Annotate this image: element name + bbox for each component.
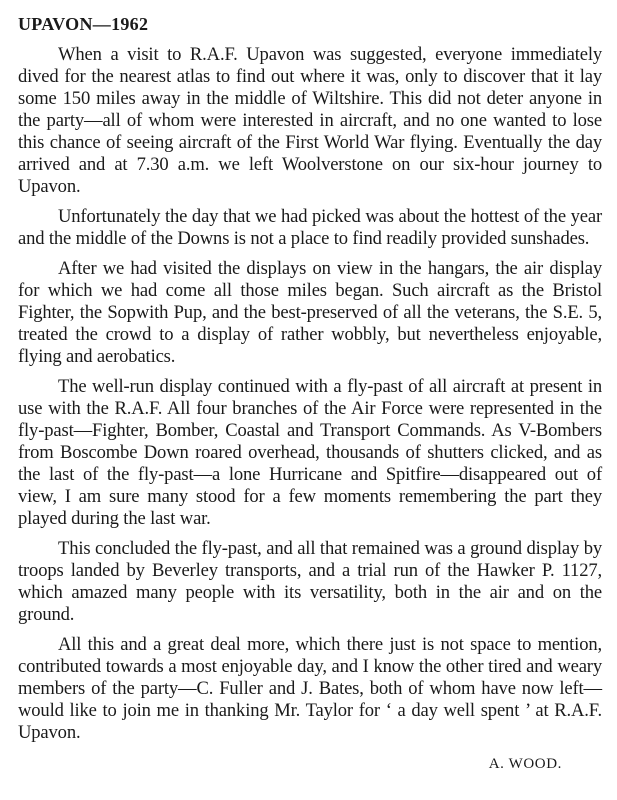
paragraph-air-display: After we had visited the displays on view in the hangars, the air display for which we had come all those miles began. Such aircraft as the Bristol Fighter, the Sopwith Pup, and the best-preserved of all the veterans, the S.E. 5, treated the crowd to a display of rather wobbly, but nevertheless enjoyable, flying and aerobatics. — [18, 258, 602, 367]
paragraph-weather: Unfortunately the day that we had picked was about the hottest of the year and the middle of the Downs is not a place to find readily provided sunshades. — [18, 206, 602, 249]
author-signature: A. WOOD. — [488, 756, 562, 772]
article-title: UPAVON—1962 — [18, 14, 149, 34]
paragraph-ground-display: This concluded the fly-past, and all that remained was a ground display by troops landed by Beverley transports, and a trial run of the Hawker P. 1127, which amazed many people with its versatility, both in the air and on the ground. — [18, 538, 602, 625]
paragraph-intro: When a visit to R.A.F. Upavon was suggested, everyone immediately dived for the nearest atlas to find out where it was, only to discover that it lay some 150 miles away in the middle of Wiltshire. This did not deter anyone in the party—all of whom were interested in aircraft, and no one wanted to lose this chance of seeing aircraft of the First World War flying. Eventually the day arrived and at 7.30 a.m. we left Woolverstone on our six-hour journey to Upavon. — [18, 44, 602, 197]
paragraph-fly-past: The well-run display continued with a fly-past of all aircraft at present in use with the R.A.F. All four branches of the Air Force were represented in the fly-past—Fighter, Bomber, Coastal and Transport Commands. As V-Bombers from Boscombe Down roared overhead, thousands of shutters clicked, and as the last of the fly-past—a lone Hurricane and Spitfire—disappeared out of view, I am sure many stood for a few moments remembering the part they played during the last war. — [18, 376, 602, 529]
article — [18, 8, 602, 774]
paragraph-conclusion: All this and a great deal more, which there just is not space to mention, contributed towards a most enjoyable day, and I know the other tired and weary members of the party—C. Fuller and J. Bates, both of whom have now left—would like to join me in thanking Mr. Taylor for ‘ a day well spent ’ at R.A.F. Upavon. — [18, 634, 602, 743]
